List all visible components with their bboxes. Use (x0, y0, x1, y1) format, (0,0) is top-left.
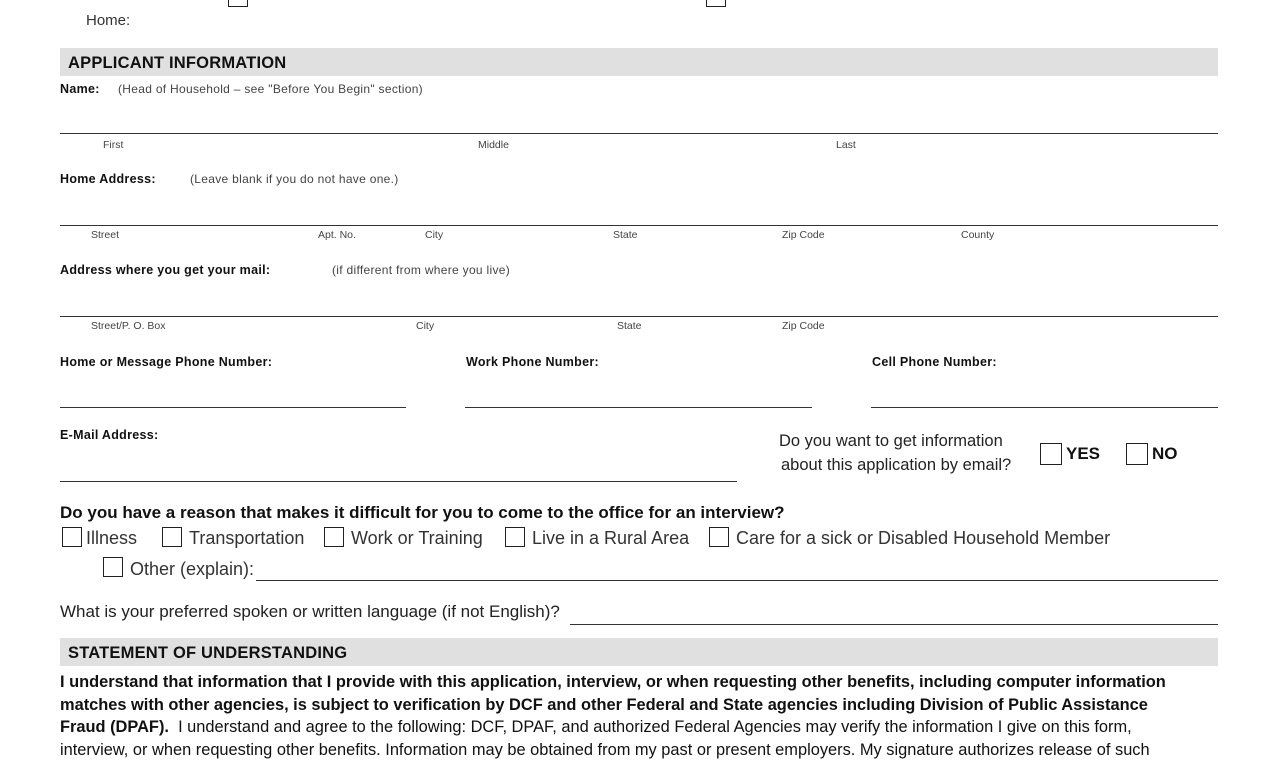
name-label: Name: (60, 82, 100, 96)
name-field[interactable] (60, 133, 1218, 134)
rural-area-label: Live in a Rural Area (532, 528, 690, 548)
work-phone-field[interactable] (465, 407, 812, 408)
home-phone-label: Home or Message Phone Number: (60, 355, 273, 369)
mail-address-note: (if different from where you live) (332, 263, 511, 277)
home-address-label: Home Address: (60, 172, 156, 186)
applicant-section-header (60, 48, 1218, 76)
statement-section-header (60, 638, 1218, 666)
applicant-section-title: APPLICANT INFORMATION (68, 54, 287, 72)
mail-address-label: Address where you get your mail: (60, 263, 271, 277)
statement-line1: I understand that information that I provide with this application, interview, or when requesting other benefits, including computer information (60, 673, 1166, 691)
work-phone-label: Work Phone Number: (466, 355, 599, 369)
home-phone-field[interactable] (60, 407, 406, 408)
name-note: (Head of Household – see "Before You Begin" section) (118, 82, 423, 96)
cell-phone-field[interactable] (871, 407, 1218, 408)
other-explain-field[interactable] (256, 580, 1218, 581)
email-field[interactable] (60, 481, 737, 482)
other-label: Other (explain): (130, 559, 255, 579)
email-yes-checkbox[interactable] (1040, 443, 1062, 465)
top-checkbox-1[interactable] (228, 0, 248, 7)
statement-section-title: STATEMENT OF UNDERSTANDING (68, 644, 348, 662)
other-checkbox[interactable] (103, 557, 123, 577)
statement-paragraph (60, 671, 1218, 761)
home-county-caption: County (961, 229, 995, 241)
email-question-line2: about this application by email? (781, 456, 1012, 474)
language-question: What is your preferred spoken or written language (if not English)? (60, 602, 560, 621)
home-city-caption: City (425, 229, 444, 241)
mail-city-caption: City (416, 320, 435, 332)
care-household-member-checkbox[interactable] (709, 527, 729, 547)
illness-label: Illness (86, 528, 138, 548)
email-yes-label: YES (1066, 444, 1101, 463)
mail-street-caption: Street/P. O. Box (91, 320, 166, 332)
cell-phone-label: Cell Phone Number: (872, 355, 997, 369)
language-field[interactable] (570, 624, 1218, 625)
top-checkbox-2[interactable] (706, 0, 726, 7)
illness-checkbox[interactable] (62, 527, 82, 547)
name-last-caption: Last (836, 139, 856, 151)
home-apt-caption: Apt. No. (318, 229, 356, 241)
email-label: E-Mail Address: (60, 428, 159, 442)
mail-state-caption: State (617, 320, 642, 332)
statement-line4: interview, or when requesting other benefits. Information may be obtained from my past or present employers. My signature authorizes release of such (60, 740, 1150, 759)
email-no-checkbox[interactable] (1126, 443, 1148, 465)
home-zip-caption: Zip Code (782, 229, 825, 241)
email-no-label: NO (1152, 444, 1178, 463)
transportation-checkbox[interactable] (162, 527, 182, 547)
rural-area-checkbox[interactable] (505, 527, 525, 547)
name-middle-caption: Middle (478, 139, 509, 151)
home-state-caption: State (613, 229, 638, 241)
interview-question: Do you have a reason that makes it difficult for you to come to the office for an interview? (60, 503, 785, 522)
name-first-caption: First (103, 139, 124, 151)
home-address-note: (Leave blank if you do not have one.) (190, 172, 399, 186)
transportation-label: Transportation (189, 528, 305, 548)
home-label: Home: (86, 12, 131, 29)
mail-zip-caption: Zip Code (782, 320, 825, 332)
mail-address-field[interactable] (60, 316, 1218, 317)
work-training-label: Work or Training (351, 528, 483, 548)
statement-line3-bold: Fraud (DPAF). (60, 718, 169, 736)
home-address-field[interactable] (60, 225, 1218, 226)
statement-line2: matches with other agencies, is subject to verification by DCF and other Federal and State agencies including Division of Public Assistance (60, 695, 1148, 714)
statement-line3-normal: I understand and agree to the following: DCF, DPAF, and authorized Federal Agencies may verify the information I give on this form, (178, 718, 1132, 736)
care-household-member-label: Care for a sick or Disabled Household Member (736, 528, 1111, 548)
work-training-checkbox[interactable] (324, 527, 344, 547)
email-question-line1: Do you want to get information (779, 432, 1003, 450)
home-street-caption: Street (91, 229, 120, 241)
